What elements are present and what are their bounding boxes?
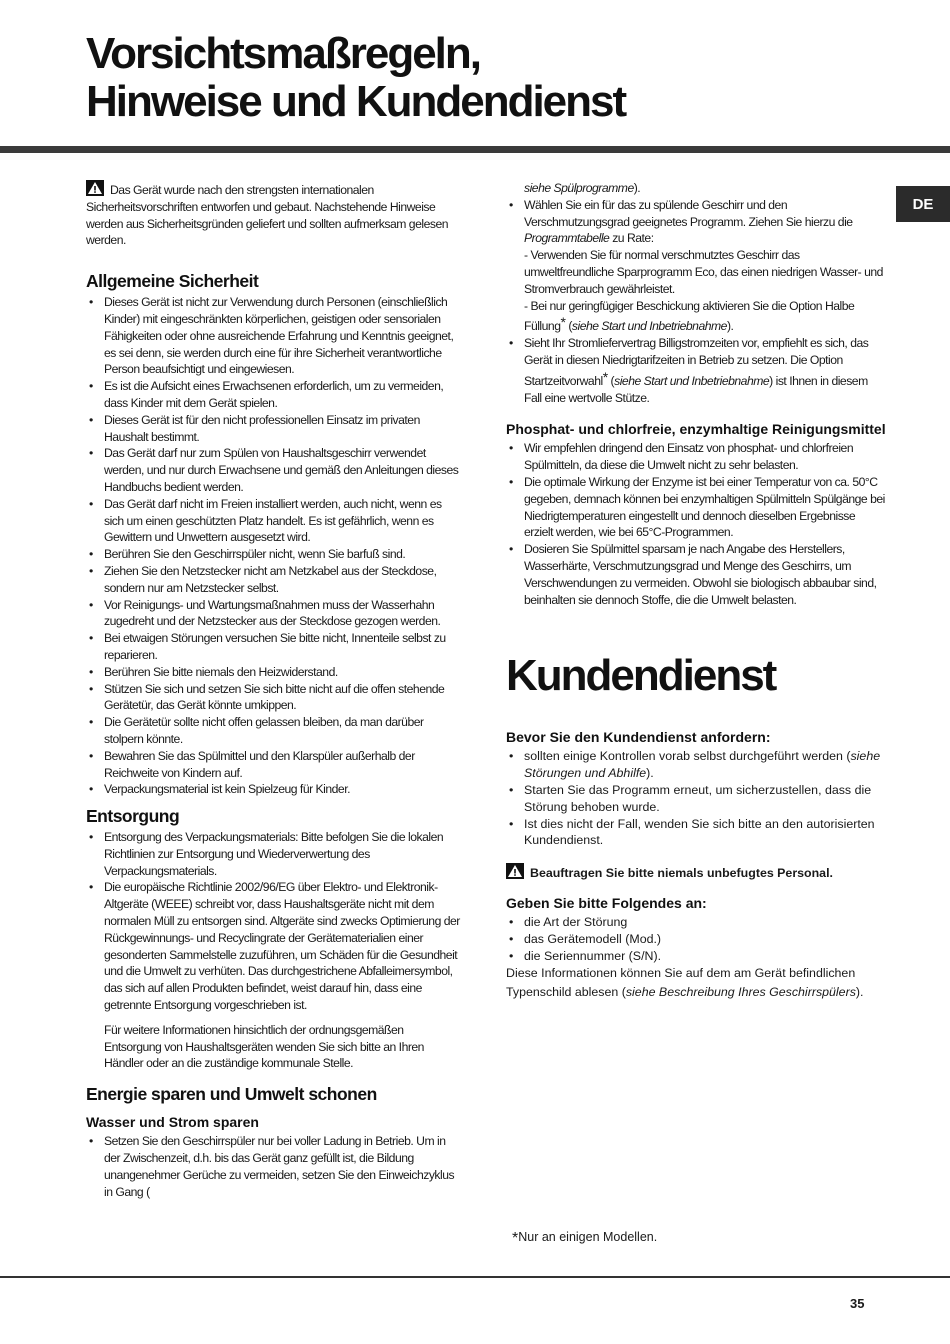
warning-icon — [506, 863, 524, 879]
list-item: • Verpackungsmaterial ist kein Spielzeug für Kinder. — [86, 781, 461, 798]
list-item: • Die optimale Wirkung der Enzyme ist bei einer Temperatur von ca. 50°C gegeben, demnach können bei enzymhaltigen Spülmitteln Spülgänge bei Niedrigtemperaturen eingestellt und dennoch dieselben Ergebnisse erzielt werden, wie bei 65°C-Programmen. — [506, 474, 886, 541]
list-item: • Dosieren Sie Spülmittel sparsam je nach Angabe des Herstellers, Wasserhärte, Verschmutzungsgrad und Menge des Geschirrs, um Verschwendungen zu vermeiden. Obwohl sie biologisch abbaubar sind, beinhalten sie dennoch Stoffe, die die Umwelt belasten. — [506, 541, 886, 608]
energie-list-part1 — [86, 1133, 461, 1200]
subheading-geben: Geben Sie bitte Folgendes an: — [506, 894, 707, 911]
list-item: • Dieses Gerät ist für den nicht professionellen Einsatz im privaten Haushalt bestimmt. — [86, 412, 461, 446]
section-heading-energie: Energie sparen und Umwelt schonen — [86, 1084, 377, 1105]
list-item: • Vor Reinigungs- und Wartungsmaßnahmen muss der Wasserhahn zugedreht und der Netzstecker aus der Steckdose gezogen werden. — [86, 597, 461, 631]
page-title-line1: Vorsichtsmaßregeln, — [86, 29, 480, 78]
subheading-phosphat: Phosphat- und chlorfreie, enzymhaltige Reinigungsmittel — [506, 421, 886, 438]
energie-list-part2 — [506, 180, 886, 406]
footnote: *Nur an einigen Modellen. — [512, 1230, 658, 1247]
list-item: • Entsorgung des Verpackungsmaterials: Bitte befolgen Sie die lokalen Richtlinien zur Entsorgung und Wiederverwertung des Verpackungsmaterials. — [86, 829, 461, 879]
intro-paragraph — [86, 180, 461, 249]
list-item: • die Seriennummer (S/N). — [506, 948, 886, 965]
unauthorized-warning: Beauftragen Sie bitte niemals unbefugtes Personal. — [506, 863, 886, 882]
page-title — [86, 30, 906, 126]
geben-list — [506, 914, 886, 964]
list-item: • Sieht Ihr Stromliefervertrag Billigstromzeiten vor, empfiehlt es sich, das Gerät in diesen Niedrigtarifzeiten in Betrieb zu setzen. Die Option Startzeitvorwahl* (siehe Start und Inbetriebnahme) ist Ihnen in diesem Fall eine wertvolle Stütze. — [506, 335, 886, 406]
bevor-list — [506, 748, 886, 849]
list-item: • Setzen Sie den Geschirrspüler nur bei voller Ladung in Betrieb. Um in der Zwischenzeit, d.h. bis das Gerät ganz gefüllt ist, die Bildung unangenehmer Gerüche zu vermeiden, setzen Sie den Einweichzyklus in Gang ( — [86, 1133, 461, 1200]
page-number: 35 — [850, 1296, 865, 1311]
list-item: • Berühren Sie den Geschirrspüler nicht, wenn Sie barfuß sind. — [86, 546, 461, 563]
left-column — [86, 180, 461, 1200]
typenschild-info: Diese Informationen können Sie auf dem am Gerät befindlichen Typenschild ablesen (siehe Beschreibung Ihres Geschirrspülers). — [506, 966, 864, 1000]
kundendienst-title: Kundendienst — [506, 651, 776, 701]
list-item: • Ist dies nicht der Fall, wenden Sie sich bitte an den autorisierten Kundendienst. — [506, 816, 886, 850]
list-item: • Berühren Sie bitte niemals den Heizwiderstand. — [86, 664, 461, 681]
phosphat-list — [506, 440, 886, 608]
section-heading-allgemeine: Allgemeine Sicherheit — [86, 271, 259, 292]
list-item: • Das Gerät darf nur zum Spülen von Haushaltsgeschirr verwendet werden, und nur durch Erwachsene und gemäß den Anleitungen dieses Handbuchs bedient werden. — [86, 445, 461, 495]
language-tab: DE — [896, 186, 950, 222]
list-item: • Stützen Sie sich und setzen Sie sich bitte nicht auf die offen stehende Gerätetür, das Gerät könnte umkippen. — [86, 681, 461, 715]
footer-divider — [0, 1276, 950, 1278]
list-item: • Die europäische Richtlinie 2002/96/EG über Elektro- und Elektronik-Altgeräte (WEEE) schreibt vor, dass Haushaltsgeräte nicht mit dem normalen Müll zu entsorgen sind. Altgeräte sind zwecks Optimierung der Rückgewinnungs- und Recyclingrate der Gerätematerialien einer gesonderten Sammelstelle zuzuführen, um Schäden für die Gesundheit und die Umwelt zu verhüten. Das durchgestrichene Abfalleimersymbol, das sich auf allen Produkten befindet, weist darauf hin, dass eine getrennte Entsorgung vorgeschrieben ist. — [86, 879, 461, 1013]
list-item: • Wir empfehlen dringend den Einsatz von phosphat- und chlorfreien Spülmitteln, da diese die Umwelt nicht zu sehr belasten. — [506, 440, 886, 474]
list-item: • sollten einige Kontrollen vorab selbst durchgeführt werden (siehe Störungen und Abhilfe). — [506, 748, 886, 782]
section-heading-entsorgung: Entsorgung — [86, 806, 180, 827]
allgemeine-list — [86, 294, 461, 798]
list-item: • Bei etwaigen Störungen versuchen Sie bitte nicht, Innenteile selbst zu reparieren. — [86, 630, 461, 664]
list-item: • Dieses Gerät ist nicht zur Verwendung durch Personen (einschließlich Kinder) mit eingeschränkten körperlichen, geistigen oder sensorialen Fähigkeiten oder ohne ausreichende Erfahrung und Kenntnis geeignet, es sei denn, sie werden durch eine für ihre Sicherheit verantwortliche Person beaufsichtigt und eingewiesen. — [86, 294, 461, 378]
list-item: • Wählen Sie ein für das zu spülende Geschirr und den Verschmutzungsgrad geeignetes Programm. Ziehen Sie hierzu die Programmtabelle zu Rate: - Verwenden Sie für normal verschmutztes Geschirr das umweltfreundliche Sparprogramm Eco, das einen niedrigen Wasser- und Stromverbrauch gewährleistet. - Bei nur geringfügiger Beschickung aktivieren Sie die Option Halbe Füllung* (siehe Start und Inbetriebnahme). — [506, 197, 886, 335]
list-item: • die Art der Störung — [506, 914, 886, 931]
entsorgung-note: Für weitere Informationen hinsichtlich der ordnungsgemäßen Entsorgung von Haushaltsgeräten wenden Sie sich bitte an Ihren Händler oder an die zuständige kommunale Stelle. — [104, 1022, 424, 1071]
list-item: • Die Gerätetür sollte nicht offen gelassen bleiben, da man darüber stolpern könnte. — [86, 714, 461, 748]
entsorgung-list — [86, 829, 461, 1072]
list-item: • Das Gerät darf nicht im Freien installiert werden, auch nicht, wenn es sich um einen geschützten Platz handelt. Es ist gefährlich, wenn es Gewittern und Unwettern ausgesetzt wird. — [86, 496, 461, 546]
list-item: • das Gerätemodell (Mod.) — [506, 931, 886, 948]
subheading-bevor: Bevor Sie den Kundendienst anfordern: — [506, 729, 771, 746]
intro-text: Das Gerät wurde nach den strengsten internationalen Sicherheitsvorschriften entworfen und gebaut. Nachstehende Hinweise werden aus Sicherheitsgründen geliefert und sollten aufmerksam gelesen werden. — [86, 183, 449, 248]
warning-icon — [86, 180, 104, 196]
list-item: • Es ist die Aufsicht eines Erwachsenen erforderlich, um zu vermeiden, dass Kinder mit dem Gerät spielen. — [86, 378, 461, 412]
page-title-line2: Hinweise und Kundendienst — [86, 77, 626, 126]
kundendienst-section — [506, 652, 886, 1002]
list-item: • Starten Sie das Programm erneut, um sicherzustellen, dass die Störung behoben wurde. — [506, 782, 886, 816]
header-divider — [0, 146, 950, 153]
list-item: • Ziehen Sie den Netzstecker nicht am Netzkabel aus der Steckdose, sondern nur am Netzstecker selbst. — [86, 563, 461, 597]
list-item-continuation: siehe Spülprogramme). — [524, 181, 641, 195]
list-item: • Bewahren Sie das Spülmittel und den Klarspüler außerhalb der Reichweite von Kindern auf. — [86, 748, 461, 782]
right-column — [506, 180, 886, 1002]
subheading-wasser-strom: Wasser und Strom sparen — [86, 1114, 259, 1131]
